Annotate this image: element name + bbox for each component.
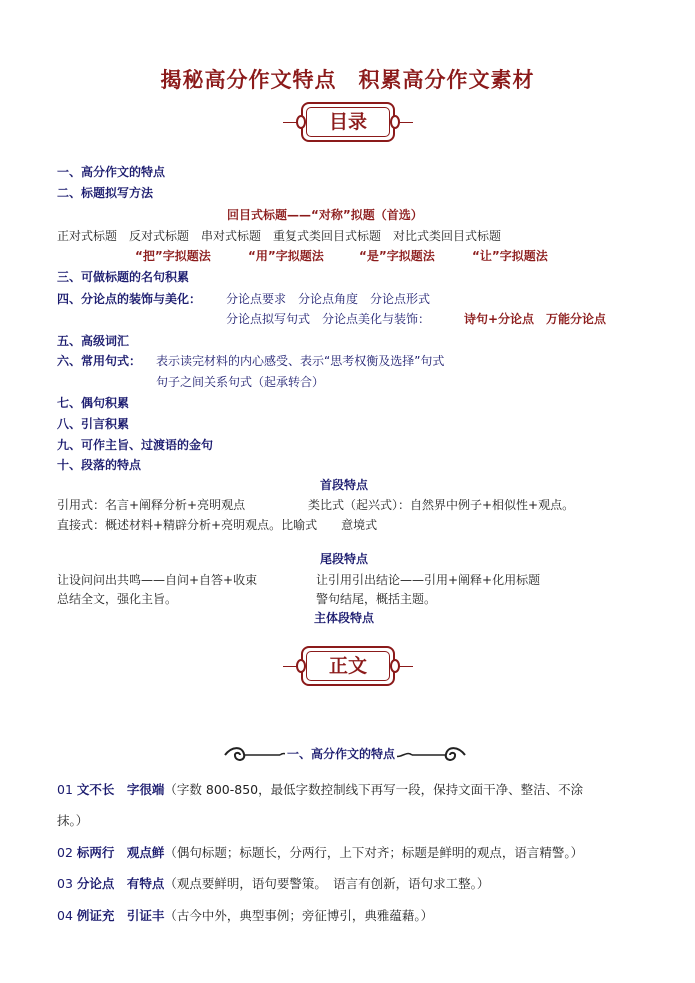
para-row4b: 警句结尾，概括主题。 — [316, 592, 437, 606]
para-head-last: 尾段特点 — [320, 552, 369, 566]
list-item: 04 例证充 引证丰（古今中外，典型事例；旁征博引，典雅蕴藉。） — [57, 908, 434, 923]
toc-2-row2a: “把”字拟题法 — [135, 249, 211, 263]
toc-6-row2: 句子之间关系句式（起承转合） — [156, 375, 325, 389]
toc-item-1: 一、高分作文的特点 — [57, 165, 166, 179]
toc-2-row2c: “是”字拟题法 — [359, 249, 435, 263]
list-item-cont: 抹。） — [57, 813, 89, 828]
page-title: 揭秘高分作文特点 积累高分作文素材 — [160, 67, 535, 92]
toc-item-2: 二、标题拟写方法 — [57, 186, 154, 200]
toc-2-center: 回目式标题——“对称”拟题（首选） — [227, 208, 423, 222]
body-badge — [301, 646, 395, 686]
toc-item-5: 五、高级词汇 — [57, 334, 130, 348]
para-row3b: 让引用引出结论——引用+阐释+化用标题 — [316, 573, 541, 587]
toc-item-3: 三、可做标题的名句积累 — [57, 270, 190, 284]
section-title: 一、高分作文的特点 — [287, 747, 396, 761]
toc-6-rest: 表示读完材料的内心感受、表示“思考权衡及选择”句式 — [156, 354, 445, 368]
toc-badge-label: 目录 — [328, 111, 367, 133]
para-row3a: 让设问问出共鸣——自问+自答+收束 — [57, 573, 258, 587]
toc-badge — [301, 102, 395, 142]
toc-item-7: 七、偶句积累 — [57, 396, 130, 410]
toc-item-4: 四、分论点的装饰与美化： — [57, 292, 202, 306]
list-item: 01 文不长 字很端（字数 800-850，最低字数控制线下再写一段，保持文面干净、整洁、不涂 — [57, 782, 584, 797]
toc-item-9: 九、可作主旨、过渡语的金句 — [57, 438, 214, 452]
toc-2-row1: 正对式标题 反对式标题 串对式标题 重复式类回目式标题 对比式类回目式标题 — [57, 229, 502, 243]
para-row4a: 总结全文，强化主旨。 — [57, 592, 178, 606]
para-head-body: 主体段特点 — [314, 611, 375, 625]
toc-4-rest: 分论点要求 分论点角度 分论点形式 — [226, 292, 431, 306]
list-item: 03 分论点 有特点（观点要鲜明，语句要警策。 语言有创新，语句求工整。） — [57, 876, 490, 891]
toc-item-6: 六、常用句式： — [57, 354, 142, 368]
para-row1a: 引用式：名言+阐释分析+亮明观点 — [57, 498, 246, 512]
body-badge-label: 正文 — [328, 655, 367, 677]
toc-4-row2b: 诗句+分论点 万能分论点 — [464, 312, 607, 326]
toc-2-row2b: “用”字拟题法 — [248, 249, 324, 263]
list-item: 02 标两行 观点鲜（偶句标题；标题长，分两行，上下对齐；标题是鲜明的观点，语言精警。） — [57, 845, 584, 860]
toc-item-8: 八、引言积累 — [57, 417, 130, 431]
para-row1b: 类比式（起兴式）：自然界中例子+相似性+观点。 — [308, 498, 575, 512]
toc-item-10: 十、段落的特点 — [57, 458, 142, 472]
toc-4-row2: 分论点拟写句式 分论点美化与装饰： — [226, 312, 431, 326]
toc-2-row2d: “让”字拟题法 — [472, 249, 548, 263]
para-row2: 直接式：概述材料+精辟分析+亮明观点。比喻式 意境式 — [57, 518, 378, 532]
para-head-first: 首段特点 — [320, 478, 369, 492]
